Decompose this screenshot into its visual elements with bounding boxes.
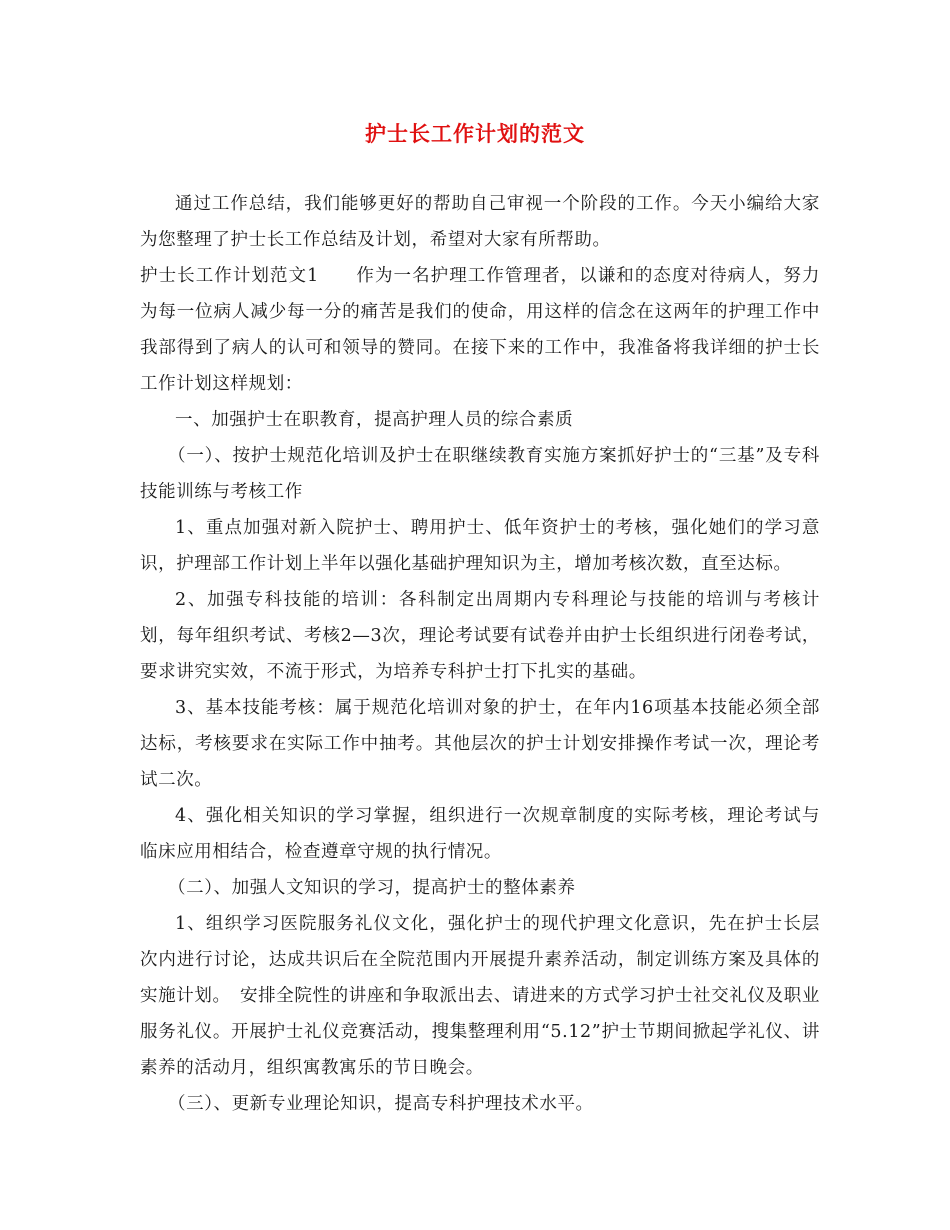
document-title: 护士长工作计划的范文 (365, 121, 585, 146)
item-paragraph-4: 4、强化相关知识的学习掌握，组织进行一次规章制度的实际考核，理论考试与临床应用相结合，检查遵章守规的执行情况。 (140, 806, 820, 862)
item-paragraph-5: 1、组织学习医院服务礼仪文化，强化护士的现代护理文化意识，先在护士长层次内进行讨论，达成共识后在全院范围内开展提升素养活动，制定训练方案及具体的实施计划。 安排全院性的讲座和争取派出去、请进来的方式学习护士社交礼仪及职业服务礼仪。开展护士礼仪竞赛活动，搜集整理利用“5.12”护士节期间掀起学礼仪、讲素养的活动月，组织寓教寓乐的节日晚会。 (140, 914, 820, 1078)
item-paragraph-1: 1、重点加强对新入院护士、聘用护士、低年资护士的考核，强化她们的学习意识，护理部工作计划上半年以强化基础护理知识为主，增加考核次数，直至达标。 (140, 518, 820, 574)
subsection-heading-one: （一）、按护士规范化培训及护士在职继续教育实施方案抓好护士的“三基”及专科技能训练与考核工作 (140, 446, 820, 502)
sample-one-paragraph: 护士长工作计划范文1 作为一名护理工作管理者，以谦和的态度对待病人，努力为每一位病人减少每一分的痛苦是我们的使命，用这样的信念在这两年的护理工作中我部得到了病人的认可和领导的赞同。在接下来的工作中，我准备将我详细的护士长工作计划这样规划： (140, 266, 820, 394)
section-heading-one: 一、加强护士在职教育，提高护理人员的综合素质 (175, 410, 574, 430)
intro-paragraph: 通过工作总结，我们能够更好的帮助自己审视一个阶段的工作。今天小编给大家为您整理了护士长工作总结及计划，希望对大家有所帮助。 (140, 194, 820, 250)
item-paragraph-3: 3、基本技能考核：属于规范化培训对象的护士，在年内16项基本技能必须全部达标，考核要求在实际工作中抽考。其他层次的护士计划安排操作考试一次，理论考试二次。 (140, 698, 820, 790)
document-body (140, 186, 820, 1122)
subsection-heading-three: （三）、更新专业理论知识，提高专科护理技术水平。 (168, 1094, 594, 1114)
item-paragraph-2: 2、加强专科技能的培训：各科制定出周期内专科理论与技能的培训与考核计划，每年组织考试、考核2—3次，理论考试要有试卷并由护士长组织进行闭卷考试，要求讲究实效，不流于形式，为培养专科护士打下扎实的基础。 (140, 590, 820, 682)
subsection-heading-two: （二）、加强人文知识的学习，提高护士的整体素养 (168, 878, 576, 898)
